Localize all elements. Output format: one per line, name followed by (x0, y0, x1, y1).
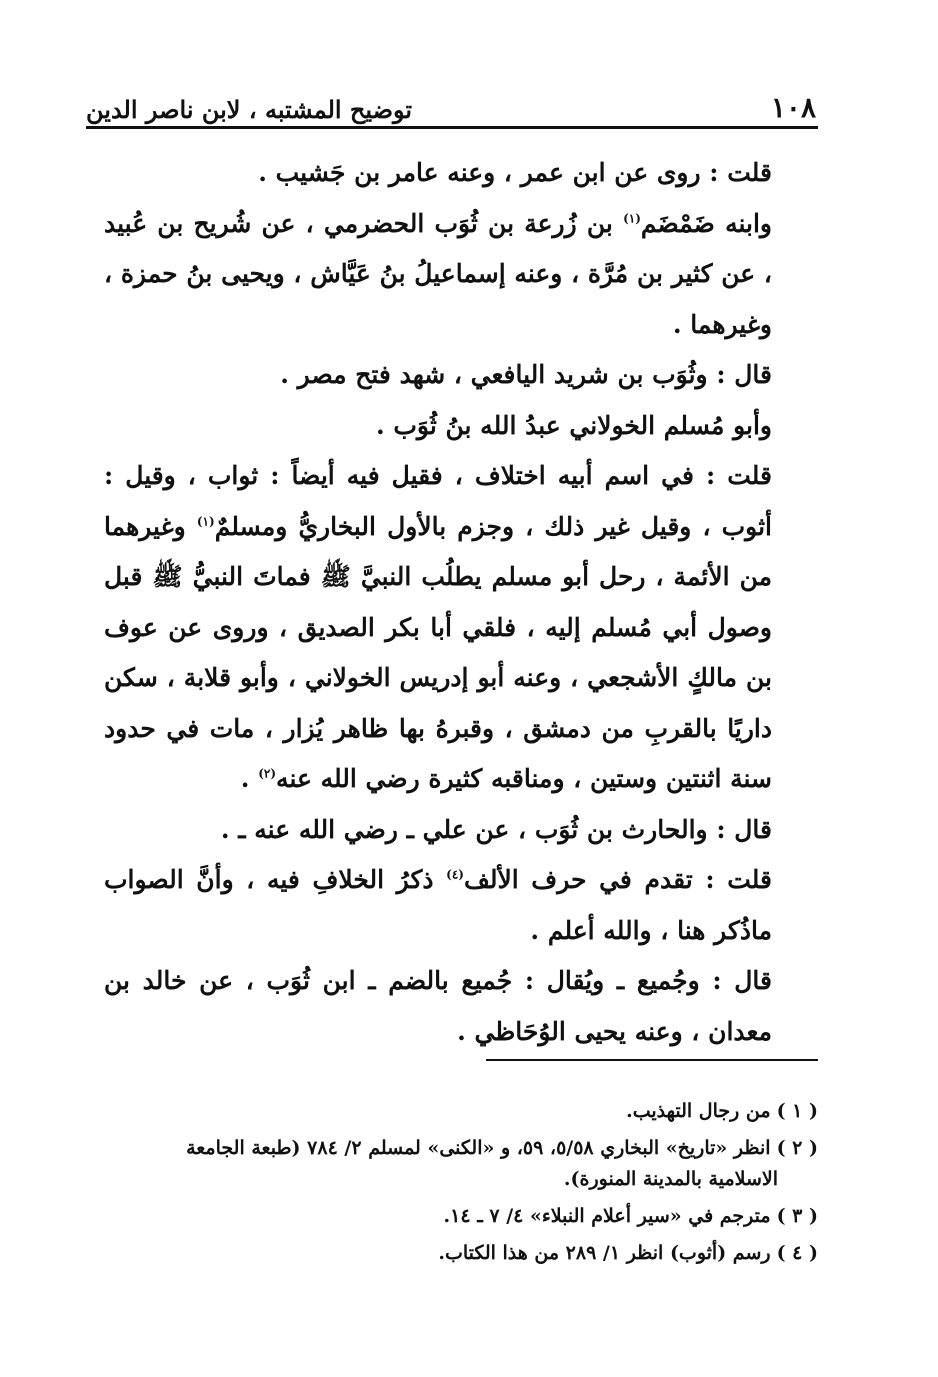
paragraph (104, 451, 806, 805)
paragraph-text: قال : والحارث بن ثُوَب ، عن علي ـ رضي الله عنه ـ . (220, 814, 772, 844)
footnote-text: انظر «تاريخ» البخاري ٥/٥٨، ٥٩، و «الكنى» لمسلم ٢/ ٧٨٤ (طبعة الجامعة (186, 1137, 771, 1159)
footnote-text: من رجال التهذيب. (626, 1100, 771, 1122)
paragraph-text: قلت : تقدم في حرف الألف (463, 865, 772, 894)
paragraph-text: وغيرهما من الأئمة ، رحل أبو مسلم يطلُب النبيَّ ﷺ فماتَ النبيُّ ﷺ قبل وصول أبي مُسلم إليه ، فلقي أبا بكر الصديق ، وروى عن عوف بن مالكٍ الأشجعي ، وعنه أبو إدريس الخولاني ، وأبو قلابة ، سكن داريًا بالقربِ من دمشق ، وقبرهُ بها ظاهر يُزار ، مات في حدود سنة اثنتين وستين ، ومناقبه كثيرة رضي الله عنه (104, 511, 772, 793)
footnote-number: ( ١ ) (776, 1100, 818, 1122)
paragraph-text: وابنه ضَمْضَم (640, 208, 772, 238)
footnote-ref: (١) (623, 211, 641, 226)
header-rule (86, 126, 818, 129)
paragraph-text: ذكرُ الخلافِ فيه ، وأنَّ الصواب ماذُكر هنا ، والله أعلم . (104, 865, 772, 945)
footnote-number: ( ٣ ) (776, 1205, 818, 1227)
footnote (104, 1133, 818, 1195)
footnote-ref: (٤) (446, 867, 464, 882)
footnotes (104, 1096, 818, 1275)
paragraph-text: قال : وثُوَب بن شريد اليافعي ، شهد فتح مصر . (280, 360, 772, 389)
paragraph-text: قلت : في اسم أبيه اختلاف ، فقيل فيه أيضاً : ثواب ، وقيل : أثوب ، وقيل غير ذلك ، وجزم بالأول البخاريُّ ومسلمٌ (104, 461, 772, 541)
footnote-number: ( ٤ ) (776, 1242, 818, 1264)
paragraph (104, 199, 806, 351)
paragraph (104, 148, 806, 199)
main-text (104, 148, 806, 1057)
page-number: ١٠٨ (770, 91, 816, 124)
running-title: توضيح المشتبه ، لابن ناصر الدين (86, 95, 413, 124)
paragraph (104, 956, 806, 1057)
paragraph-text: . (240, 764, 259, 793)
footnote-text: رسم (أثوب) انظر ١/ ٢٨٩ من هذا الكتاب. (438, 1242, 771, 1264)
footnote-ref: (٢) (258, 766, 277, 781)
paragraph (104, 350, 806, 401)
footnote (104, 1201, 818, 1232)
paragraph-text: قال : وجُميع ـ ويُقال : جُميع بالضم ـ ابن ثُوَب ، عن خالد بن معدان ، وعنه يحيى الوُحَاظي . (104, 966, 772, 1046)
footnote-number: ( ٢ ) (776, 1137, 818, 1159)
paragraph-text: قلت : روى عن ابن عمر ، وعنه عامر بن جَشيب . (258, 158, 772, 187)
footnote-ref: (١) (196, 514, 215, 529)
paragraph-text: بن زُرعة بن ثُوَب الحضرمي ، عن شُريح بن عُبيد ، عن كثير بن مُرَّة ، وعنه إسماعيلُ بنُ عَيَّاش ، ويحيى بنُ حمزة ، وغيرهما . (104, 208, 772, 339)
footnote-text: مترجم في «سير أعلام النبلاء» ٤/ ٧ ـ ١٤. (443, 1205, 771, 1227)
footnote (104, 1238, 818, 1269)
paragraph (104, 401, 806, 452)
page-header (86, 84, 816, 124)
footnote-text-continued: الاسلامية بالمدينة المنورة). (563, 1168, 778, 1190)
paragraph (104, 805, 806, 856)
footnote (104, 1096, 818, 1127)
footnote-separator (486, 1059, 818, 1061)
paragraph (104, 855, 806, 956)
paragraph-text: وأبو مُسلم الخولاني عبدُ الله بنُ ثُوَب . (375, 410, 772, 440)
